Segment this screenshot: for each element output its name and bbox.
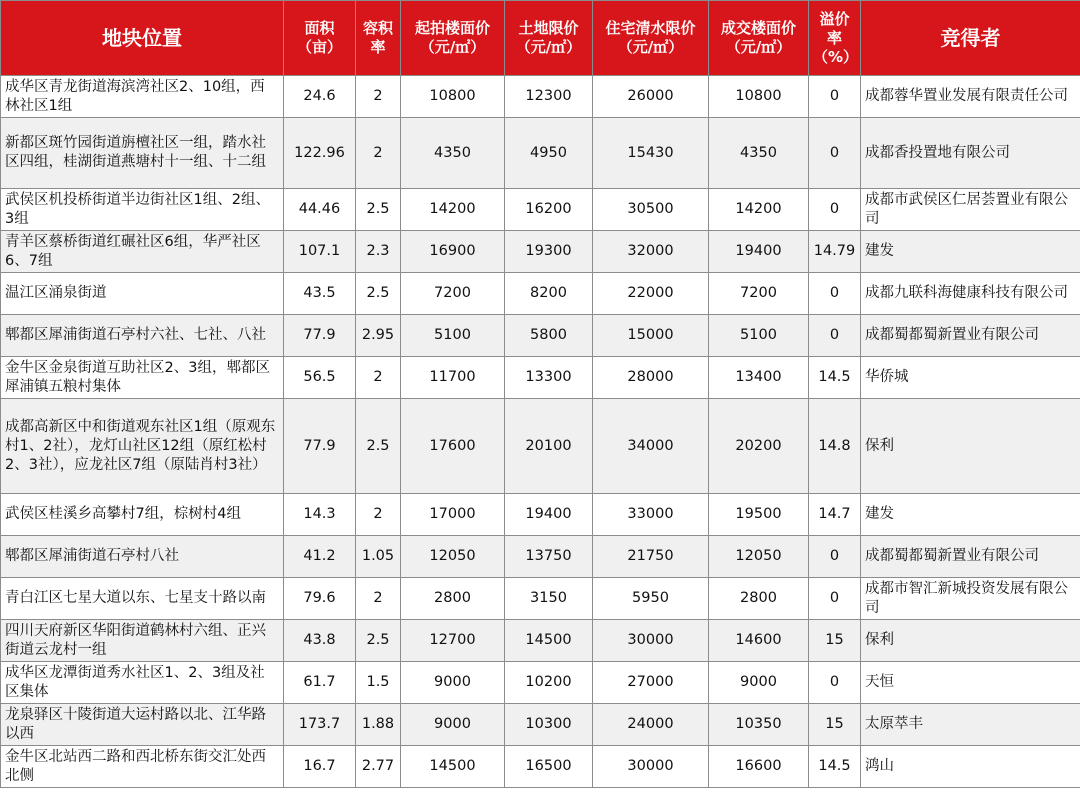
- table-row: [1, 746, 1080, 788]
- cell-bidder: 保利: [861, 620, 1080, 662]
- table-body: [1, 76, 1080, 788]
- cell-premium: 0: [809, 578, 861, 620]
- cell-house-cap: 21750: [593, 536, 709, 578]
- cell-location: 武侯区桂溪乡高攀村7组，棕树村4组: [1, 494, 284, 536]
- header-house-cap-unit: （元/㎡）: [617, 38, 684, 56]
- cell-deal-price: 13400: [709, 357, 809, 399]
- cell-bidder: 华侨城: [861, 357, 1080, 399]
- cell-land-cap: 13300: [505, 357, 593, 399]
- cell-far: 2: [356, 118, 401, 189]
- header-start-price-unit: （元/㎡）: [419, 38, 486, 56]
- cell-area: 14.3: [284, 494, 356, 536]
- header-premium-label: 溢价率: [819, 9, 850, 47]
- table-row: [1, 315, 1080, 357]
- cell-start-price: 14200: [401, 189, 505, 231]
- cell-premium: 15: [809, 620, 861, 662]
- cell-far: 2.5: [356, 620, 401, 662]
- cell-location: 青白江区七星大道以东、七星支十路以南: [1, 578, 284, 620]
- cell-start-price: 12700: [401, 620, 505, 662]
- cell-house-cap: 30000: [593, 746, 709, 788]
- table-row: [1, 662, 1080, 704]
- cell-house-cap: 24000: [593, 704, 709, 746]
- cell-start-price: 7200: [401, 273, 505, 315]
- cell-start-price: 9000: [401, 662, 505, 704]
- cell-house-cap: 27000: [593, 662, 709, 704]
- cell-start-price: 11700: [401, 357, 505, 399]
- cell-far: 2.77: [356, 746, 401, 788]
- cell-premium: 15: [809, 704, 861, 746]
- cell-bidder: 太原萃丰: [861, 704, 1080, 746]
- cell-bidder: 鸿山: [861, 746, 1080, 788]
- cell-house-cap: 28000: [593, 357, 709, 399]
- header-house-cap: [593, 1, 709, 76]
- cell-location: 龙泉驿区十陵街道大运村路以北、江华路以西: [1, 704, 284, 746]
- cell-bidder: 天恒: [861, 662, 1080, 704]
- cell-start-price: 17000: [401, 494, 505, 536]
- table-header: [1, 1, 1080, 76]
- cell-area: 122.96: [284, 118, 356, 189]
- cell-bidder: 成都香投置地有限公司: [861, 118, 1080, 189]
- cell-bidder: 成都蜀都蜀新置业有限公司: [861, 536, 1080, 578]
- cell-land-cap: 16500: [505, 746, 593, 788]
- cell-area: 61.7: [284, 662, 356, 704]
- cell-premium: 14.5: [809, 746, 861, 788]
- cell-premium: 14.8: [809, 399, 861, 494]
- cell-house-cap: 15430: [593, 118, 709, 189]
- cell-location: 四川天府新区华阳街道鹤林村六组、正兴街道云龙村一组: [1, 620, 284, 662]
- cell-location: 新都区斑竹园街道旃檀社区一组，踏水社区四组，桂湖街道燕塘村十一组、十二组: [1, 118, 284, 189]
- table-row: [1, 399, 1080, 494]
- cell-premium: 0: [809, 189, 861, 231]
- cell-area: 173.7: [284, 704, 356, 746]
- cell-start-price: 12050: [401, 536, 505, 578]
- cell-deal-price: 9000: [709, 662, 809, 704]
- cell-bidder: 成都市智汇新城投资发展有限公司: [861, 578, 1080, 620]
- cell-land-cap: 16200: [505, 189, 593, 231]
- cell-far: 1.88: [356, 704, 401, 746]
- cell-far: 2.95: [356, 315, 401, 357]
- header-land-cap-unit: （元/㎡）: [515, 38, 582, 56]
- cell-premium: 0: [809, 76, 861, 118]
- table-row: [1, 620, 1080, 662]
- cell-deal-price: 14200: [709, 189, 809, 231]
- cell-far: 2.5: [356, 189, 401, 231]
- cell-house-cap: 26000: [593, 76, 709, 118]
- cell-deal-price: 20200: [709, 399, 809, 494]
- table-row: [1, 76, 1080, 118]
- cell-area: 79.6: [284, 578, 356, 620]
- cell-deal-price: 10350: [709, 704, 809, 746]
- cell-area: 24.6: [284, 76, 356, 118]
- cell-deal-price: 16600: [709, 746, 809, 788]
- cell-deal-price: 7200: [709, 273, 809, 315]
- cell-area: 43.5: [284, 273, 356, 315]
- cell-location: 郫都区犀浦街道石亭村六社、七社、八社: [1, 315, 284, 357]
- header-area-unit: （亩）: [296, 38, 342, 56]
- header-deal-price-label: 成交楼面价: [720, 19, 796, 37]
- cell-location: 武侯区机投桥街道半边街社区1组、2组、3组: [1, 189, 284, 231]
- cell-house-cap: 30500: [593, 189, 709, 231]
- cell-far: 1.5: [356, 662, 401, 704]
- cell-premium: 14.7: [809, 494, 861, 536]
- cell-land-cap: 5800: [505, 315, 593, 357]
- cell-area: 16.7: [284, 746, 356, 788]
- header-start-price: [401, 1, 505, 76]
- table-row: [1, 704, 1080, 746]
- header-house-cap-label: 住宅清水限价: [605, 19, 696, 37]
- cell-area: 44.46: [284, 189, 356, 231]
- cell-location: 青羊区蔡桥街道红碾社区6组，华严社区6、7组: [1, 231, 284, 273]
- cell-area: 77.9: [284, 399, 356, 494]
- header-deal-price: [709, 1, 809, 76]
- cell-location: 金牛区北站西二路和西北桥东街交汇处西北侧: [1, 746, 284, 788]
- cell-start-price: 10800: [401, 76, 505, 118]
- cell-area: 43.8: [284, 620, 356, 662]
- cell-house-cap: 30000: [593, 620, 709, 662]
- cell-land-cap: 10300: [505, 704, 593, 746]
- cell-land-cap: 19400: [505, 494, 593, 536]
- table-row: [1, 357, 1080, 399]
- cell-premium: 0: [809, 273, 861, 315]
- cell-land-cap: 14500: [505, 620, 593, 662]
- cell-house-cap: 34000: [593, 399, 709, 494]
- header-far: [356, 1, 401, 76]
- cell-start-price: 16900: [401, 231, 505, 273]
- table-row: [1, 536, 1080, 578]
- cell-start-price: 17600: [401, 399, 505, 494]
- table-row: [1, 578, 1080, 620]
- cell-far: 2.5: [356, 399, 401, 494]
- cell-far: 1.05: [356, 536, 401, 578]
- header-bidder: 竞得者: [861, 1, 1080, 76]
- cell-bidder: 成都蓉华置业发展有限责任公司: [861, 76, 1080, 118]
- cell-start-price: 9000: [401, 704, 505, 746]
- cell-premium: 0: [809, 315, 861, 357]
- header-far-label-2: 率: [370, 38, 386, 56]
- header-area-label: 面积: [304, 19, 335, 37]
- table-row: [1, 273, 1080, 315]
- table-row: [1, 231, 1080, 273]
- table-row: [1, 118, 1080, 189]
- cell-far: 2: [356, 76, 401, 118]
- cell-area: 56.5: [284, 357, 356, 399]
- header-premium-unit: （%）: [813, 47, 859, 66]
- header-far-label-1: 容积: [362, 19, 393, 37]
- header-land-cap: [505, 1, 593, 76]
- cell-land-cap: 13750: [505, 536, 593, 578]
- table-row: [1, 494, 1080, 536]
- cell-area: 107.1: [284, 231, 356, 273]
- cell-far: 2: [356, 578, 401, 620]
- header-land-cap-label: 土地限价: [518, 19, 579, 37]
- cell-deal-price: 4350: [709, 118, 809, 189]
- cell-location: 成华区龙潭街道秀水社区1、2、3组及社区集体: [1, 662, 284, 704]
- cell-house-cap: 5950: [593, 578, 709, 620]
- cell-premium: 14.79: [809, 231, 861, 273]
- cell-house-cap: 32000: [593, 231, 709, 273]
- cell-deal-price: 10800: [709, 76, 809, 118]
- cell-start-price: 5100: [401, 315, 505, 357]
- cell-bidder: 建发: [861, 231, 1080, 273]
- cell-premium: 0: [809, 118, 861, 189]
- cell-land-cap: 20100: [505, 399, 593, 494]
- header-deal-price-unit: （元/㎡）: [725, 38, 792, 56]
- cell-bidder: 成都蜀都蜀新置业有限公司: [861, 315, 1080, 357]
- header-location: 地块位置: [1, 1, 284, 76]
- cell-start-price: 14500: [401, 746, 505, 788]
- cell-land-cap: 12300: [505, 76, 593, 118]
- cell-land-cap: 4950: [505, 118, 593, 189]
- cell-area: 41.2: [284, 536, 356, 578]
- header-premium: [809, 1, 861, 76]
- cell-deal-price: 12050: [709, 536, 809, 578]
- cell-location: 成都高新区中和街道观东社区1组（原观东村1、2社），龙灯山社区12组（原红松村2、3社），应龙社区7组（原陆肖村3社）: [1, 399, 284, 494]
- cell-location: 成华区青龙街道海滨湾社区2、10组，西林社区1组: [1, 76, 284, 118]
- cell-house-cap: 33000: [593, 494, 709, 536]
- cell-premium: 0: [809, 662, 861, 704]
- cell-house-cap: 15000: [593, 315, 709, 357]
- cell-area: 77.9: [284, 315, 356, 357]
- cell-deal-price: 14600: [709, 620, 809, 662]
- cell-deal-price: 19400: [709, 231, 809, 273]
- cell-location: 郫都区犀浦街道石亭村八社: [1, 536, 284, 578]
- cell-land-cap: 19300: [505, 231, 593, 273]
- cell-start-price: 2800: [401, 578, 505, 620]
- cell-bidder: 成都市武侯区仁居荟置业有限公司: [861, 189, 1080, 231]
- table-row: [1, 189, 1080, 231]
- cell-far: 2.3: [356, 231, 401, 273]
- cell-deal-price: 19500: [709, 494, 809, 536]
- cell-bidder: 建发: [861, 494, 1080, 536]
- cell-bidder: 保利: [861, 399, 1080, 494]
- cell-deal-price: 2800: [709, 578, 809, 620]
- cell-far: 2.5: [356, 273, 401, 315]
- cell-land-cap: 8200: [505, 273, 593, 315]
- cell-house-cap: 22000: [593, 273, 709, 315]
- cell-bidder: 成都九联科海健康科技有限公司: [861, 273, 1080, 315]
- cell-land-cap: 10200: [505, 662, 593, 704]
- cell-premium: 14.5: [809, 357, 861, 399]
- cell-location: 温江区涌泉街道: [1, 273, 284, 315]
- header-start-price-label: 起拍楼面价: [414, 19, 490, 37]
- cell-start-price: 4350: [401, 118, 505, 189]
- cell-far: 2: [356, 494, 401, 536]
- header-area: [284, 1, 356, 76]
- cell-location: 金牛区金泉街道互助社区2、3组，郫都区犀浦镇五粮村集体: [1, 357, 284, 399]
- cell-far: 2: [356, 357, 401, 399]
- cell-deal-price: 5100: [709, 315, 809, 357]
- cell-premium: 0: [809, 536, 861, 578]
- cell-land-cap: 3150: [505, 578, 593, 620]
